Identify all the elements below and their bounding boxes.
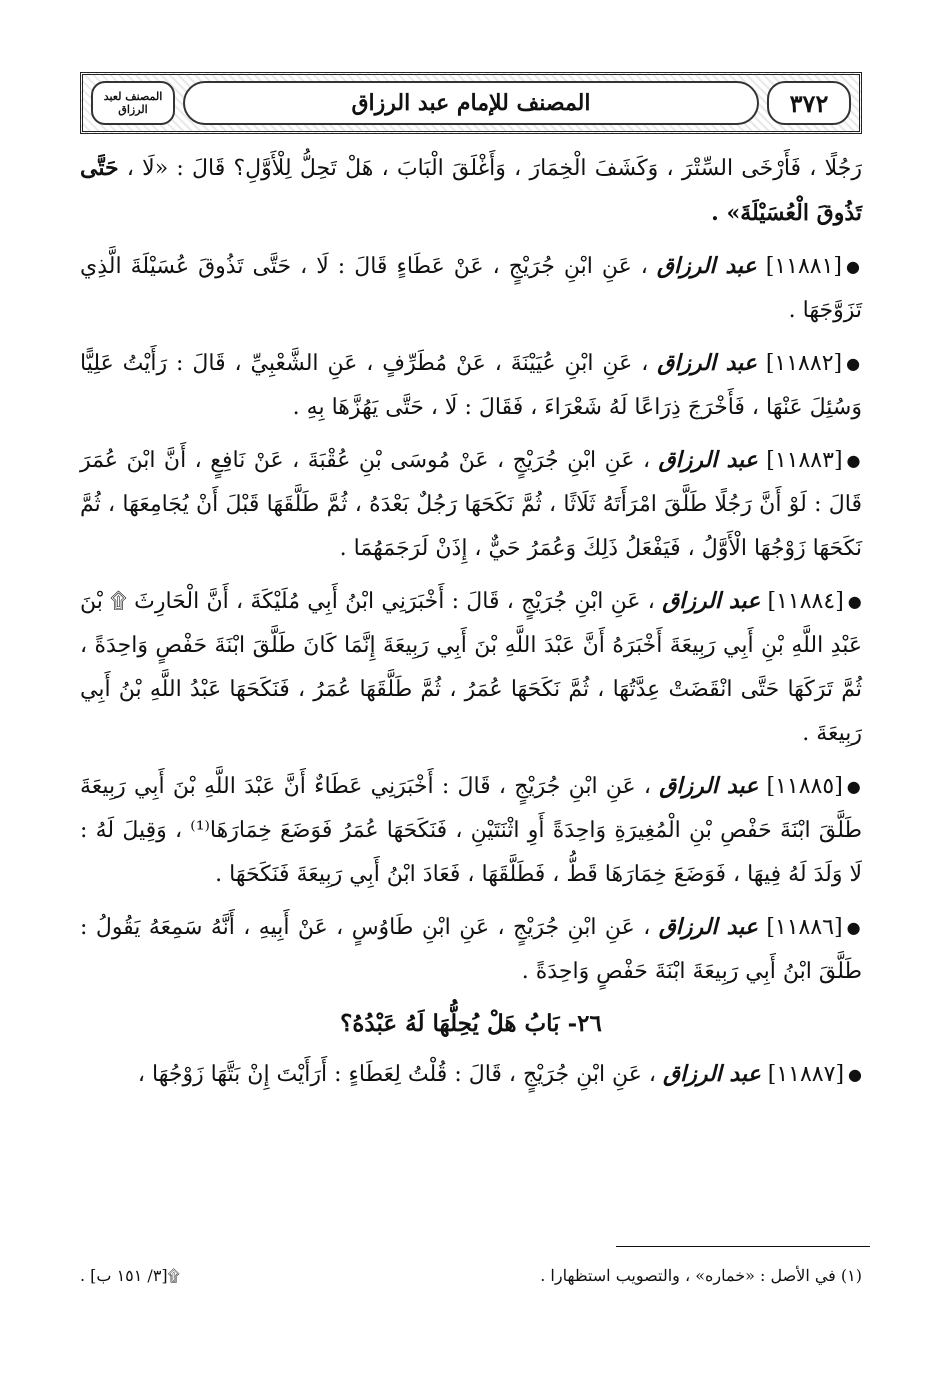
bullet-icon: ●	[846, 451, 862, 470]
hadith-paragraph	[80, 1052, 862, 1097]
seal-text: المصنف لعبد الرزاق	[103, 90, 163, 116]
bullet-icon: ●	[846, 918, 862, 937]
main-text	[80, 146, 862, 1105]
hadith-author: عبد الرزاق	[658, 447, 758, 473]
hadith-paragraph	[80, 905, 862, 994]
hadith-text: ، عَنِ ابْنِ عُيَيْنَةَ ، عَنْ مُطَرِّفٍ ، عَنِ الشَّعْبِيِّ ، قَالَ : رَأَيْتُ عَلِيًّا وَسُئِلَ عَنْهَا ، فَأَخْرَجَ ذِرَاعًا لَهُ شَعْرَاءَ ، فَقَالَ : لَا ، حَتَّى يَهُزَّهَا بِهِ .	[80, 351, 862, 420]
hadith-text: ، عَنِ ابْنِ جُرَيْجٍ ، عَنِ ابْنِ طَاوُسٍ ، عَنْ أَبِيهِ ، أَنَّهُ سَمِعَهُ يَقُولُ : طَلَّقَ ابْنُ أَبِي رَبِيعَةَ ابْنَةَ حَفْصٍ وَاحِدَةً .	[80, 915, 862, 984]
hadith-number: [١١٨٨٥]	[766, 774, 843, 799]
hadith-author: عبد الرزاق	[662, 588, 761, 614]
hadith-number: [١١٨٨٢]	[765, 351, 843, 376]
hadith-text: ، عَنِ ابْنِ جُرَيْجٍ ، قَالَ : أَخْبَرَنِي ابْنُ أَبِي مُلَيْكَةَ ، أَنَّ الْحَارِثَ ۩ بْنَ عَبْدِ اللَّهِ بْنِ أَبِي رَبِيعَةَ أَخْبَرَهُ أَنَّ عَبْدَ اللَّهِ بْنَ أَبِي رَبِيعَةَ إِنَّمَا كَانَ طَلَّقَ ابْنَةَ حَفْصٍ وَاحِدَةً ، ثُمَّ تَرَكَهَا حَتَّى انْقَضَتْ عِدَّتُهَا ، ثُمَّ نَكَحَهَا عُمَرُ ، ثُمَّ طَلَّقَهَا عُمَرُ ، فَنَكَحَهَا عَبْدُ اللَّهِ بْنُ أَبِي رَبِيعَةَ .	[80, 589, 862, 746]
manuscript-reference: ۩[٣/ ١٥١ ب] .	[80, 1266, 180, 1285]
hadith-author: عبد الرزاق	[656, 253, 757, 279]
hadith-text: ، عَنِ ابْنِ جُرَيْجٍ ، عَنْ مُوسَى بْنِ عُقْبَةَ ، عَنْ نَافِعٍ ، أَنَّ ابْنَ عُمَرَ قَالَ : لَوْ أَنَّ رَجُلًا طَلَّقَ امْرَأَتَهُ ثَلَاثًا ، ثُمَّ نَكَحَهَا رَجُلٌ بَعْدَهُ ، ثُمَّ طَلَّقَهَا قَبْلَ أَنْ يُجَامِعَهَا ، ثُمَّ نَكَحَهَا زَوْجُهَا الْأَوَّلُ ، فَيَفْعَلُ ذَلِكَ وَعُمَرُ حَيٌّ ، إِذَنْ لَرَجَمَهُمَا .	[80, 448, 862, 561]
page-header	[80, 72, 862, 134]
continued-text: رَجُلًا ، فَأَرْخَى السِّتْرَ ، وَكَشَفَ الْخِمَارَ ، وَأَغْلَقَ الْبَابَ ، هَلْ تَحِلُّ لِلْأَوَّلِ؟ قَالَ : «لَا ،	[118, 156, 862, 181]
hadith-author: عبد الرزاق	[657, 350, 757, 376]
hadith-author: عبد الرزاق	[659, 773, 759, 799]
hadith-author: عبد الرزاق	[658, 914, 758, 940]
hadith-author: عبد الرزاق	[663, 1061, 761, 1087]
page-number: ٣٧٢	[789, 88, 829, 118]
bullet-icon: ●	[847, 592, 863, 611]
chapter-heading: ٢٦- بَابُ هَلْ يُحِلُّهَا لَهُ عَبْدُهُ؟	[340, 1010, 602, 1037]
bullet-icon: ●	[846, 354, 862, 373]
page-number-frame	[767, 81, 851, 125]
hadith-number: [١١٨٨٧]	[767, 1062, 845, 1087]
hadith-text: ، عَنِ ابْنِ جُرَيْجٍ ، عَنْ عَطَاءٍ قَالَ : لَا ، حَتَّى تَذُوقَ عُسَيْلَةَ الَّذِي تَزَوَّجَهَا .	[80, 254, 862, 323]
hadith-number: [١١٨٨٦]	[766, 915, 843, 940]
footnotes	[80, 1262, 862, 1290]
continued-bold-phrase: حَتَّى تَذُوقَ الْعُسَيْلَةَ» .	[80, 155, 862, 226]
hadith-paragraph	[80, 244, 862, 333]
hadith-number: [١١٨٨١]	[765, 254, 842, 279]
hadith-paragraph	[80, 579, 862, 756]
hadith-number: [١١٨٨٣]	[766, 448, 843, 473]
bullet-icon: ●	[848, 1065, 862, 1084]
bullet-icon: ●	[846, 777, 862, 796]
bullet-icon: ●	[846, 257, 862, 276]
footnote-1: (١) في الأصل : «خماره» ، والتصويب استظهارا .	[540, 1266, 862, 1285]
continued-paragraph	[80, 146, 862, 236]
hadith-text: ، عَنِ ابْنِ جُرَيْجٍ ، قَالَ : قُلْتُ لِعَطَاءٍ : أَرَأَيْتَ إِنْ بَتَّهَا زَوْجُهَا ،	[137, 1062, 657, 1087]
running-title-frame	[183, 81, 759, 125]
running-title: المصنف للإمام عبد الرزاق	[351, 90, 591, 116]
seal-emblem	[91, 81, 175, 125]
hadith-number: [١١٨٨٤]	[767, 589, 844, 614]
hadith-paragraph	[80, 438, 862, 571]
hadith-paragraph	[80, 764, 862, 897]
hadith-paragraph	[80, 341, 862, 430]
hadith-text: ، عَنِ ابْنِ جُرَيْجٍ ، قَالَ : أَخْبَرَنِي عَطَاءٌ أَنَّ عَبْدَ اللَّهِ بْنَ أَبِي رَبِيعَةَ طَلَّقَ ابْنَةَ حَفْصِ بْنِ الْمُغِيرَةِ وَاحِدَةً أَوِ اثْنَتَيْنِ ، فَنَكَحَهَا عُمَرُ فَوَضَعَ خِمَارَهَا⁽¹⁾ ، وَقِيلَ لَهُ : لَا وَلَدَ لَهُ فِيهَا ، فَوَضَعَ خِمَارَهَا قَطُّ ، فَطَلَّقَهَا ، فَعَادَ ابْنُ أَبِي رَبِيعَةَ فَنَكَحَهَا .	[80, 774, 862, 887]
footnote-divider	[616, 1246, 870, 1247]
